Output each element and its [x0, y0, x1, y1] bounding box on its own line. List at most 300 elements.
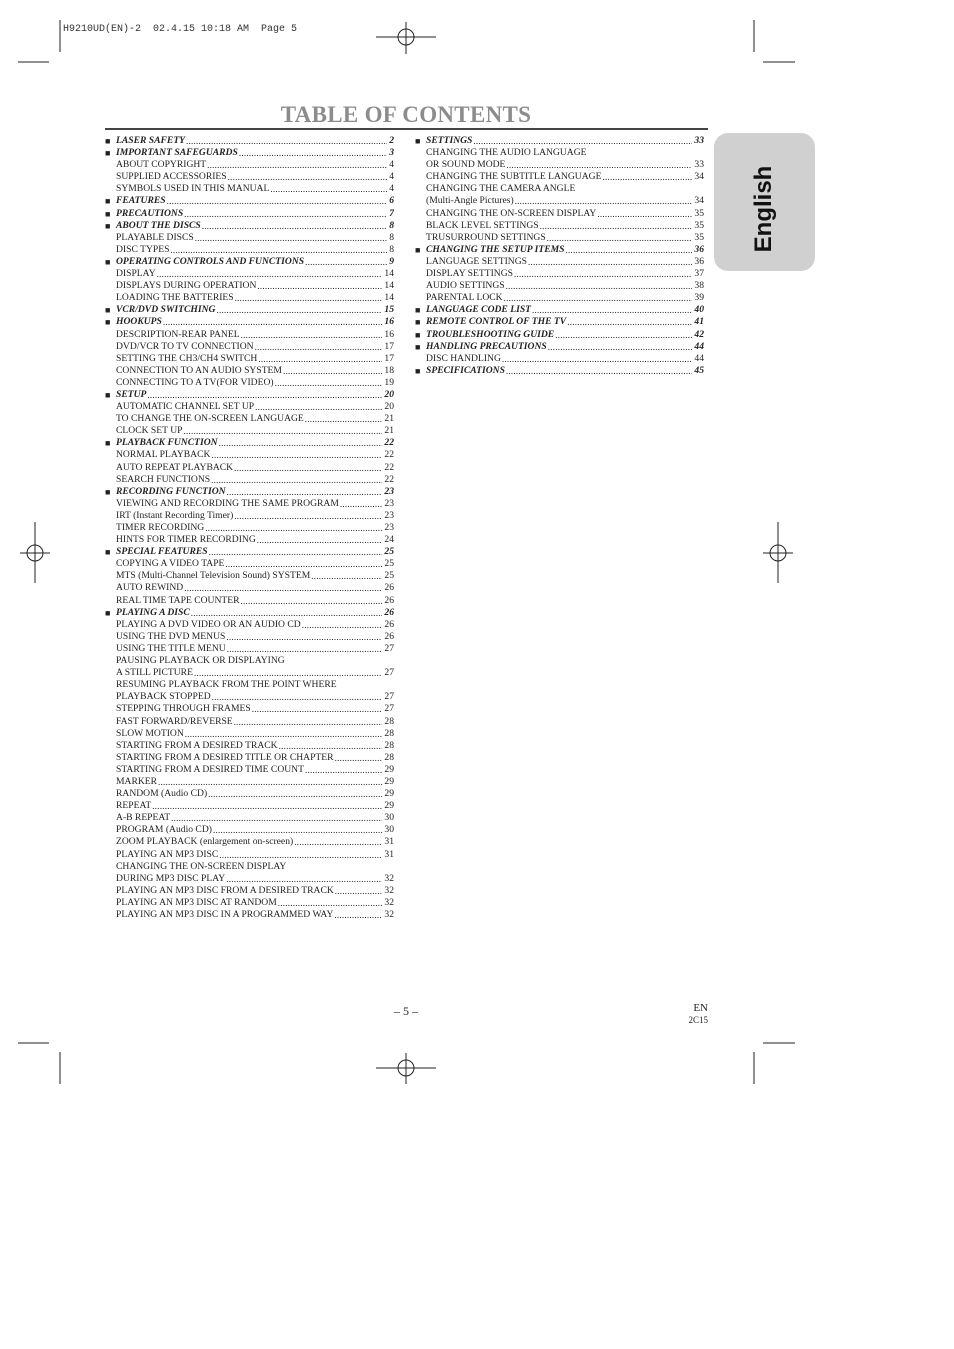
toc-entry-page: 42 [694, 328, 704, 340]
dot-leader [505, 365, 692, 377]
toc-entry-label: PLAYABLE DISCS [116, 231, 194, 243]
toc-entry-label: NORMAL PLAYBACK [116, 449, 211, 461]
toc-section-entry [105, 208, 394, 220]
dot-leader [301, 619, 383, 631]
toc-entry-label: STEPPING THROUGH FRAMES [116, 703, 251, 715]
toc-entry-label: AUDIO SETTINGS [426, 280, 505, 292]
dot-leader [254, 341, 383, 353]
toc-entry-page: 28 [384, 739, 394, 751]
toc-section-entry [105, 220, 394, 232]
toc-entry-label: SUPPLIED ACCESSORIES [116, 171, 227, 183]
toc-section-entry [105, 316, 394, 328]
toc-entry-page: 21 [384, 425, 394, 437]
square-bullet-icon: ■ [105, 486, 111, 497]
toc-entry-page: 41 [694, 316, 704, 328]
toc-entry-page: 8 [389, 219, 394, 231]
toc-entry [105, 885, 394, 897]
toc-entry [105, 788, 394, 800]
toc-section-entry [105, 256, 394, 268]
toc-entry-label: CLOCK SET UP [116, 425, 183, 437]
toc-entry [105, 752, 394, 764]
toc-entry-label: DESCRIPTION-REAR PANEL [116, 328, 240, 340]
dot-leader [310, 570, 382, 582]
toc-entry-label: HANDLING PRECAUTIONS [426, 340, 547, 352]
print-header: H9210UD(EN)-2 02.4.15 10:18 AM Page 5 [63, 24, 298, 35]
dot-leader [304, 413, 383, 425]
toc-entry-page: 21 [384, 413, 394, 425]
toc-entry [105, 909, 394, 921]
toc-entry-label: PLAYING AN MP3 DISC AT RANDOM [116, 896, 277, 908]
toc-entry-label: SLOW MOTION [116, 727, 184, 739]
toc-entry-label: REAL TIME TAPE COUNTER [116, 594, 240, 606]
toc-entry [105, 353, 394, 365]
toc-section-entry [105, 147, 394, 159]
toc-entry-page: 16 [384, 328, 394, 340]
toc-entry-label: PROGRAM (Audio CD) [116, 824, 212, 836]
toc-entry-page: 27 [384, 667, 394, 679]
dot-leader [218, 849, 382, 861]
dot-leader [190, 607, 383, 619]
square-bullet-icon: ■ [105, 220, 111, 231]
toc-entry [105, 873, 394, 885]
toc-entry-page: 36 [694, 243, 704, 255]
dot-leader [596, 208, 692, 220]
square-bullet-icon: ■ [105, 607, 111, 618]
page-title: TABLE OF CONTENTS [280, 102, 532, 127]
toc-entry-page: 32 [384, 872, 394, 884]
toc-entry [105, 679, 394, 691]
toc-entry-page: 23 [384, 509, 394, 521]
toc-entry-label: DURING MP3 DISC PLAY [116, 872, 226, 884]
dot-leader [501, 353, 693, 365]
toc-section-entry [415, 316, 704, 328]
dot-leader [304, 256, 387, 268]
toc-entry [415, 208, 704, 220]
dot-leader [513, 268, 692, 280]
toc-entry-label: PAUSING PLAYBACK OR DISPLAYING [116, 655, 285, 667]
toc-entry-label: CHANGING THE AUDIO LANGUAGE [426, 147, 587, 159]
toc-entry [105, 643, 394, 655]
dot-leader [210, 449, 382, 461]
toc-entry [415, 268, 704, 280]
toc-entry-page: 29 [384, 763, 394, 775]
toc-entry [105, 655, 394, 667]
toc-entry-page: 27 [384, 703, 394, 715]
toc-section-entry [415, 244, 704, 256]
toc-entry-page: 28 [384, 751, 394, 763]
toc-entry-label: DISPLAY SETTINGS [426, 268, 513, 280]
toc-entry-label: AUTO REWIND [116, 582, 184, 594]
dot-leader [333, 909, 382, 921]
toc-entry [105, 159, 394, 171]
dot-leader [546, 232, 693, 244]
dot-leader [566, 316, 692, 328]
square-bullet-icon: ■ [415, 365, 421, 376]
toc-entry [105, 498, 394, 510]
toc-entry-label: FEATURES [116, 195, 166, 207]
dot-leader [514, 195, 693, 207]
dot-leader [169, 244, 387, 256]
language-tab-label: English [750, 165, 777, 253]
toc-entry-label: LOADING THE BATTERIES [116, 292, 234, 304]
dot-leader [226, 643, 383, 655]
toc-entry-label: PRECAUTIONS [116, 207, 184, 219]
toc-entry-label: REMOTE CONTROL OF THE TV [426, 316, 567, 328]
toc-entry [415, 232, 704, 244]
toc-entry-label: SPECIFICATIONS [426, 364, 505, 376]
toc-entry-label: DISC TYPES [116, 243, 170, 255]
square-bullet-icon: ■ [105, 317, 111, 328]
toc-entry-page: 25 [384, 546, 394, 558]
dot-leader [256, 280, 382, 292]
toc-entry-label: DISPLAY [116, 268, 156, 280]
toc-entry [105, 800, 394, 812]
toc-section-entry [415, 135, 704, 147]
toc-entry-page: 36 [694, 255, 704, 267]
toc-entry-page: 29 [384, 800, 394, 812]
toc-entry [105, 425, 394, 437]
toc-section-entry [105, 546, 394, 558]
toc-section-entry [105, 389, 394, 401]
toc-entry [105, 510, 394, 522]
toc-entry-page: 37 [694, 268, 704, 280]
language-code: EN [693, 1002, 708, 1014]
toc-entry-label: REPEAT [116, 800, 152, 812]
toc-entry-page: 31 [384, 836, 394, 848]
toc-entry [105, 619, 394, 631]
dot-leader [208, 546, 383, 558]
dot-leader [539, 220, 693, 232]
dot-leader [256, 534, 383, 546]
toc-entry-page: 22 [384, 437, 394, 449]
toc-entry-page: 32 [384, 884, 394, 896]
dot-leader [218, 437, 383, 449]
toc-entry-label: IMPORTANT SAFEGUARDS [116, 147, 238, 159]
dot-leader [211, 691, 383, 703]
toc-entry-page: 44 [694, 352, 704, 364]
toc-entry-page: 29 [384, 775, 394, 787]
square-bullet-icon: ■ [105, 148, 111, 159]
toc-entry-label: VIEWING AND RECORDING THE SAME PROGRAM [116, 497, 339, 509]
toc-entry-label: MARKER [116, 775, 158, 787]
toc-entry-page: 17 [384, 340, 394, 352]
toc-entry [415, 159, 704, 171]
toc-entry-page: 34 [694, 195, 704, 207]
dot-leader [157, 776, 382, 788]
dot-leader [505, 159, 692, 171]
toc-entry [105, 292, 394, 304]
dot-leader [184, 728, 383, 740]
square-bullet-icon: ■ [105, 196, 111, 207]
toc-entry [105, 183, 394, 195]
toc-entry-page: 26 [384, 630, 394, 642]
square-bullet-icon: ■ [415, 136, 421, 146]
dot-leader [601, 171, 692, 183]
dot-leader [201, 220, 387, 232]
toc-entry [105, 377, 394, 389]
page-number: – 5 – [394, 1004, 418, 1018]
toc-entry [105, 534, 394, 546]
toc-entry-label: PLAYING AN MP3 DISC [116, 848, 219, 860]
dot-leader [274, 377, 383, 389]
square-bullet-icon: ■ [415, 305, 421, 316]
toc-entry [105, 570, 394, 582]
toc-entry [105, 280, 394, 292]
toc-entry [105, 861, 394, 873]
toc-entry-label: USING THE DVD MENUS [116, 630, 226, 642]
square-bullet-icon: ■ [415, 317, 421, 328]
dot-leader [166, 195, 388, 207]
toc-entry-page: 26 [384, 594, 394, 606]
dot-leader [547, 341, 693, 353]
square-bullet-icon: ■ [105, 547, 111, 558]
document-code: 2C15 [688, 1015, 708, 1025]
toc-entry-label: ZOOM PLAYBACK (enlargement on-screen) [116, 836, 294, 848]
toc-entry-label: AUTOMATIC CHANNEL SET UP [116, 401, 255, 413]
dot-leader [554, 329, 692, 341]
dot-leader [233, 462, 382, 474]
toc-entry [105, 413, 394, 425]
toc-entry [415, 280, 704, 292]
square-bullet-icon: ■ [105, 438, 111, 449]
toc-entry-label: A-B REPEAT [116, 812, 171, 824]
toc-entry-page: 27 [384, 642, 394, 654]
toc-entry [105, 812, 394, 824]
toc-entry-page: 22 [384, 461, 394, 473]
toc-entry [105, 558, 394, 570]
dot-leader [282, 365, 382, 377]
toc-entry [105, 716, 394, 728]
toc-entry [105, 631, 394, 643]
toc-entry-page: 45 [694, 364, 704, 376]
toc-entry-label: PLAYING A DISC [116, 606, 190, 618]
toc-entry-label: SETUP [116, 388, 147, 400]
toc-entry-label: LANGUAGE SETTINGS [426, 255, 527, 267]
dot-leader [183, 208, 387, 220]
toc-entry [105, 728, 394, 740]
toc-entry-label: SYMBOLS USED IN THIS MANUAL [116, 183, 270, 195]
toc-entry-label: OPERATING CONTROLS AND FUNCTIONS [116, 255, 305, 267]
toc-entry-page: 44 [694, 340, 704, 352]
toc-entry-label: HOOKUPS [116, 316, 162, 328]
toc-entry-label: STARTING FROM A DESIRED TITLE OR CHAPTER [116, 751, 334, 763]
footer-code [680, 1002, 708, 1026]
toc-entry-page: 16 [384, 316, 394, 328]
dot-leader [278, 740, 383, 752]
toc-entry-label: CHANGING THE ON-SCREEN DISPLAY [116, 860, 287, 872]
dot-leader [565, 244, 693, 256]
toc-section-entry [415, 341, 704, 353]
toc-entry-page: 4 [389, 183, 394, 195]
toc-entry-page: 26 [384, 606, 394, 618]
toc-entry-page: 23 [384, 497, 394, 509]
toc-entry-page: 9 [389, 255, 394, 267]
dot-leader [193, 667, 382, 679]
toc-entry [105, 329, 394, 341]
toc-entry-label: (Multi-Angle Pictures) [426, 195, 514, 207]
toc-entry-page: 25 [384, 558, 394, 570]
toc-entry-page: 34 [694, 171, 704, 183]
square-bullet-icon: ■ [105, 208, 111, 219]
toc-entry-label: TROUBLESHOOTING GUIDE [426, 328, 555, 340]
toc-entry [415, 220, 704, 232]
toc-section-entry [105, 304, 394, 316]
toc-entry-label: AUTO REPEAT PLAYBACK [116, 461, 234, 473]
dot-leader [240, 595, 383, 607]
toc-entry-label: TIMER RECORDING [116, 522, 205, 533]
toc-entry-page: 29 [384, 788, 394, 800]
dot-leader [233, 510, 382, 522]
dot-leader [254, 401, 382, 413]
toc-entry [105, 595, 394, 607]
toc-entry-page: 26 [384, 582, 394, 594]
toc-entry-label: SETTINGS [426, 135, 473, 146]
dot-leader [293, 836, 382, 848]
toc-entry-label: TO CHANGE THE ON-SCREEN LANGUAGE [116, 413, 304, 425]
toc-entry-page: 35 [694, 207, 704, 219]
toc-entry-label: STARTING FROM A DESIRED TIME COUNT [116, 763, 304, 775]
dot-leader [472, 135, 692, 147]
toc-entry [105, 401, 394, 413]
toc-entry-label: DISPLAYS DURING OPERATION [116, 280, 257, 292]
dot-leader [204, 522, 382, 534]
toc-entry-label: PLAYBACK FUNCTION [116, 437, 218, 449]
toc-entry-page: 31 [384, 848, 394, 860]
dot-leader [234, 292, 383, 304]
toc-section-entry [105, 607, 394, 619]
toc-entry-label: RESUMING PLAYBACK FROM THE POINT WHERE [116, 679, 337, 691]
toc-entry [105, 740, 394, 752]
toc-entry-label: VCR/DVD SWITCHING [116, 304, 216, 316]
toc-entry-page: 40 [694, 304, 704, 316]
dot-leader [227, 171, 388, 183]
toc-entry-page: 17 [384, 352, 394, 364]
toc-entry-page: 35 [694, 231, 704, 243]
dot-leader [212, 824, 382, 836]
dot-leader [334, 752, 383, 764]
dot-leader [185, 135, 387, 147]
dot-leader [251, 703, 383, 715]
toc-entry [415, 292, 704, 304]
toc-entry-label: DVD/VCR TO TV CONNECTION [116, 340, 254, 352]
toc-entry-label: CHANGING THE ON-SCREEN DISPLAY [426, 207, 597, 219]
dot-leader [215, 304, 382, 316]
toc-entry-page: 25 [384, 570, 394, 582]
toc-entry-label: ABOUT THE DISCS [116, 219, 201, 231]
toc-entry [105, 171, 394, 183]
toc-entry-label: USING THE TITLE MENU [116, 642, 226, 654]
dot-leader [170, 812, 382, 824]
toc-entry-label: LANGUAGE CODE LIST [426, 304, 532, 316]
toc-entry-label: ABOUT COPYRIGHT [116, 159, 207, 171]
toc-entry-page: 4 [389, 171, 394, 183]
toc-entry-label: CONNECTING TO A TV(FOR VIDEO) [116, 376, 274, 388]
toc-entry-page: 22 [384, 449, 394, 461]
toc-entry [105, 244, 394, 256]
toc-entry [415, 171, 704, 183]
toc-section-entry [105, 195, 394, 207]
toc-entry-label: PLAYBACK STOPPED [116, 691, 211, 703]
square-bullet-icon: ■ [105, 256, 111, 267]
dot-leader [269, 183, 387, 195]
toc-entry [105, 776, 394, 788]
toc-entry-page: 38 [694, 280, 704, 292]
toc-entry-label: PLAYING AN MP3 DISC IN A PROGRAMMED WAY [116, 909, 334, 920]
toc-entry-page: 14 [384, 280, 394, 292]
toc-entry-page: 15 [384, 304, 394, 316]
toc-entry-page: 8 [389, 243, 394, 255]
toc-entry [415, 256, 704, 268]
toc-entry-label: COPYING A VIDEO TAPE [116, 558, 225, 570]
toc-entry-page: 8 [389, 231, 394, 243]
toc-entry-page: 35 [694, 219, 704, 231]
dot-leader [194, 232, 387, 244]
toc-entry-page: 32 [384, 896, 394, 908]
toc-entry [105, 897, 394, 909]
dot-leader [527, 256, 692, 268]
toc-entry [105, 667, 394, 679]
toc-entry-label: CHANGING THE SUBTITLE LANGUAGE [426, 171, 602, 183]
toc-entry-label: IRT (Instant Recording Timer) [116, 509, 234, 521]
toc-entry-label: RECORDING FUNCTION [116, 485, 226, 497]
toc-entry-page: 33 [694, 135, 704, 146]
square-bullet-icon: ■ [105, 136, 111, 146]
toc-section-entry [105, 486, 394, 498]
dot-leader [238, 147, 387, 159]
dot-leader [304, 764, 382, 776]
toc-entry-page: 23 [384, 522, 394, 533]
dot-leader [183, 582, 382, 594]
square-bullet-icon: ■ [105, 305, 111, 316]
toc-entry [105, 703, 394, 715]
toc-entry-page: 33 [694, 159, 704, 171]
toc-entry-page: 24 [384, 534, 394, 546]
toc-entry-page: 6 [389, 195, 394, 207]
toc-entry [105, 449, 394, 461]
toc-entry-page: 4 [389, 159, 394, 171]
toc-entry-page: 26 [384, 618, 394, 630]
dot-leader [257, 353, 382, 365]
dot-leader [277, 897, 383, 909]
toc-entry-page: 28 [384, 727, 394, 739]
toc-entry-page: 19 [384, 376, 394, 388]
square-bullet-icon: ■ [415, 244, 421, 255]
dot-leader [226, 486, 383, 498]
toc-entry-label: PLAYING AN MP3 DISC FROM A DESIRED TRACK [116, 884, 334, 896]
toc-entry-page: 18 [384, 364, 394, 376]
toc-entry [415, 353, 704, 365]
toc-entry-label: TRUSURROUND SETTINGS [426, 231, 546, 243]
toc-entry-page: 22 [384, 473, 394, 485]
toc-entry-page: 20 [384, 388, 394, 400]
toc-entry-page: 28 [384, 715, 394, 727]
toc-entry [105, 341, 394, 353]
toc-entry-label: OR SOUND MODE [426, 159, 506, 171]
dot-leader [146, 389, 382, 401]
toc-entry-page: 30 [384, 824, 394, 836]
toc-entry [105, 764, 394, 776]
toc-entry [105, 474, 394, 486]
toc-entry [105, 268, 394, 280]
toc-entry-label: FAST FORWARD/REVERSE [116, 715, 233, 727]
toc-entry-label: CHANGING THE SETUP ITEMS [426, 243, 565, 255]
dot-leader [505, 280, 693, 292]
dot-leader [339, 498, 383, 510]
square-bullet-icon: ■ [415, 329, 421, 340]
toc-entry [105, 824, 394, 836]
toc-entry-label: SPECIAL FEATURES [116, 546, 208, 558]
toc-entry [415, 147, 704, 159]
